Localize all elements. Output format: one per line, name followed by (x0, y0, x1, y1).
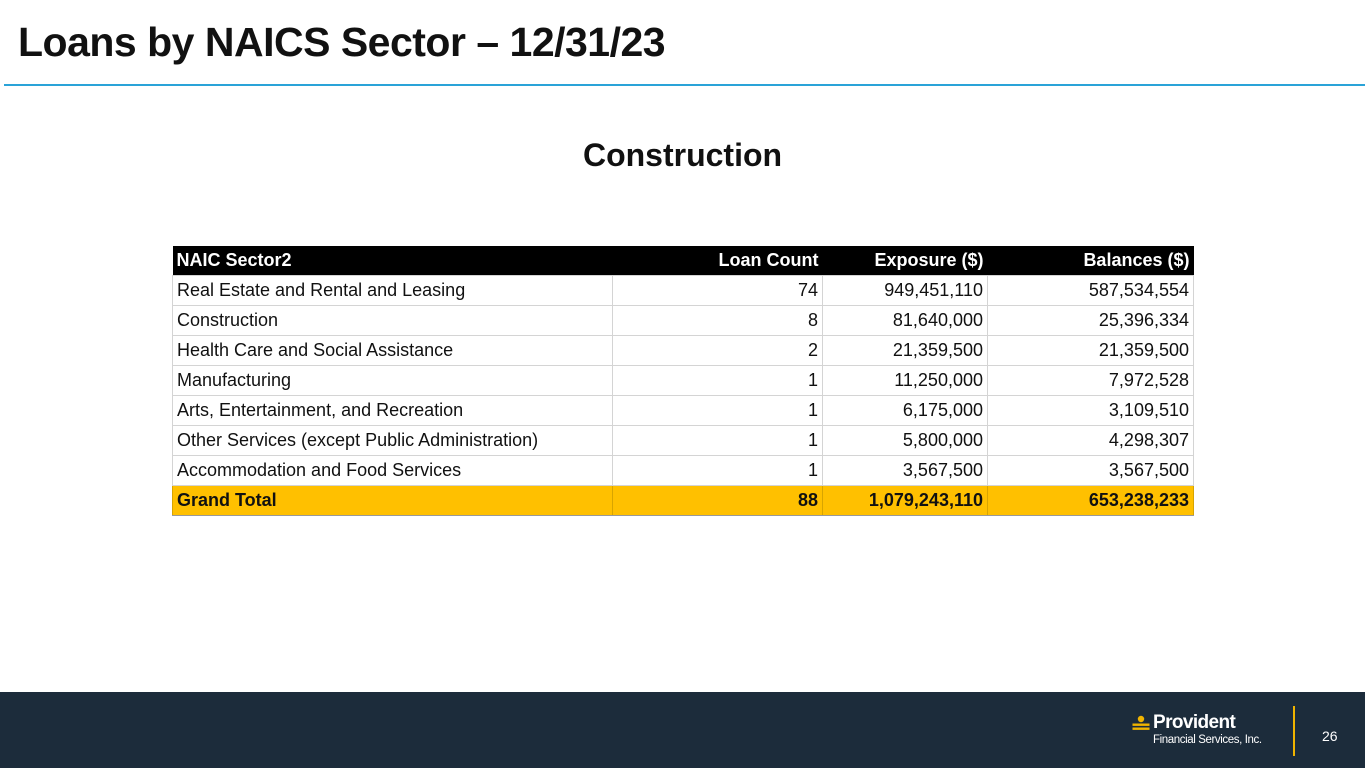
cell-loan-count: 1 (613, 366, 823, 396)
cell-loan-count: 1 (613, 456, 823, 486)
total-balances: 653,238,233 (988, 486, 1194, 516)
loans-table (172, 246, 1194, 516)
cell-balances: 25,396,334 (988, 306, 1194, 336)
table-row (173, 396, 1194, 426)
cell-exposure: 949,451,110 (823, 276, 988, 306)
cell-balances: 3,567,500 (988, 456, 1194, 486)
cell-loan-count: 2 (613, 336, 823, 366)
table-row (173, 366, 1194, 396)
provident-logo-mark-icon (1132, 715, 1150, 733)
header-loan-count: Loan Count (613, 246, 823, 276)
cell-sector: Accommodation and Food Services (173, 456, 613, 486)
cell-balances: 21,359,500 (988, 336, 1194, 366)
table-row (173, 276, 1194, 306)
company-logo (1132, 712, 1282, 752)
cell-exposure: 81,640,000 (823, 306, 988, 336)
header-balances: Balances ($) (988, 246, 1194, 276)
logo-name: Provident (1153, 712, 1236, 733)
page-title: Loans by NAICS Sector – 12/31/23 (18, 19, 666, 65)
cell-balances: 587,534,554 (988, 276, 1194, 306)
header-exposure: Exposure ($) (823, 246, 988, 276)
table-row (173, 336, 1194, 366)
logo-subtitle: Financial Services, Inc. (1153, 734, 1262, 746)
table-row (173, 456, 1194, 486)
cell-sector: Other Services (except Public Administration) (173, 426, 613, 456)
table-row (173, 306, 1194, 336)
cell-loan-count: 74 (613, 276, 823, 306)
footer-divider (1293, 706, 1295, 756)
cell-exposure: 21,359,500 (823, 336, 988, 366)
cell-balances: 4,298,307 (988, 426, 1194, 456)
header-sector: NAIC Sector2 (173, 246, 613, 276)
cell-loan-count: 1 (613, 426, 823, 456)
grand-total-row (173, 486, 1194, 516)
title-divider (4, 84, 1365, 86)
total-label: Grand Total (173, 486, 613, 516)
total-loan-count: 88 (613, 486, 823, 516)
cell-loan-count: 8 (613, 306, 823, 336)
cell-exposure: 11,250,000 (823, 366, 988, 396)
cell-sector: Arts, Entertainment, and Recreation (173, 396, 613, 426)
table-header-row (173, 246, 1194, 276)
footer-bar (0, 692, 1365, 768)
table-row (173, 426, 1194, 456)
cell-exposure: 6,175,000 (823, 396, 988, 426)
cell-exposure: 3,567,500 (823, 456, 988, 486)
cell-loan-count: 1 (613, 396, 823, 426)
cell-balances: 3,109,510 (988, 396, 1194, 426)
section-title: Construction (582, 137, 783, 173)
cell-sector: Health Care and Social Assistance (173, 336, 613, 366)
total-exposure: 1,079,243,110 (823, 486, 988, 516)
cell-exposure: 5,800,000 (823, 426, 988, 456)
cell-sector: Real Estate and Rental and Leasing (173, 276, 613, 306)
page-number: 26 (1322, 728, 1338, 744)
cell-sector: Manufacturing (173, 366, 613, 396)
cell-balances: 7,972,528 (988, 366, 1194, 396)
cell-sector: Construction (173, 306, 613, 336)
